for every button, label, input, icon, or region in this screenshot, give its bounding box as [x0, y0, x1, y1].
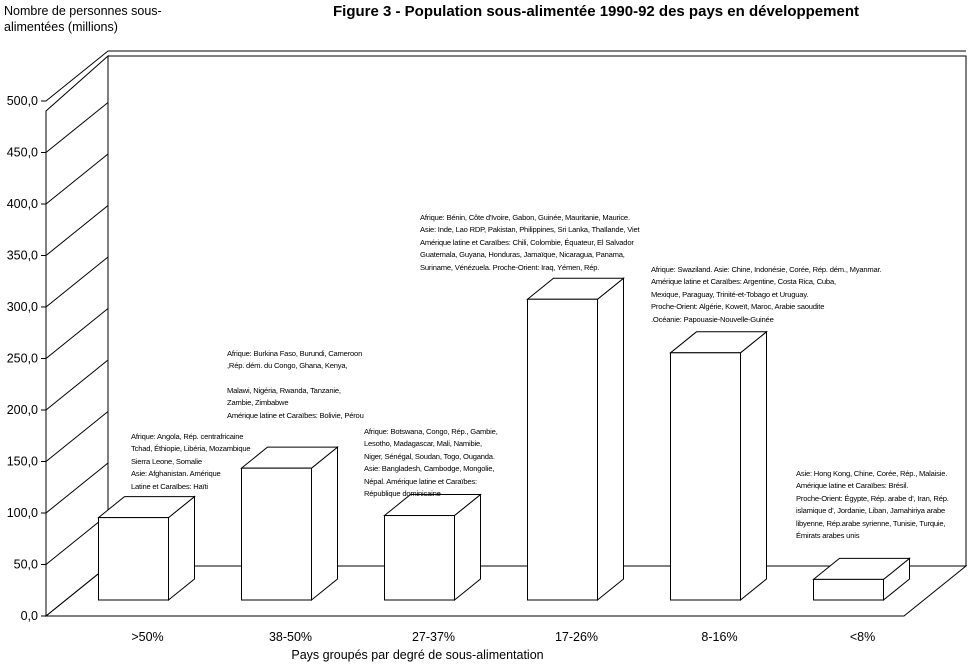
- gridline-diagonal: [46, 309, 108, 359]
- y-axis-label: Nombre de personnes sous-alimentées (millions): [4, 4, 162, 34]
- y-tick-label: 50,0: [13, 557, 38, 572]
- y-tick-label: 150,0: [6, 454, 38, 469]
- bar: [528, 278, 624, 600]
- gridline-diagonal: [46, 51, 108, 101]
- y-tick-label: 350,0: [6, 248, 38, 263]
- chart-title: Figure 3 - Population sous-alimentée 1990-92 des pays en développement: [333, 3, 859, 20]
- bar: [385, 495, 481, 600]
- gridline-diagonal: [46, 257, 108, 307]
- annotation-lt8: Asie: Hong Kong, Chine, Corée, Rép., Malaisie. Amérique latine et Caraïbes: Brésil. Proche-Orient: Égypte, Rép. arabe d', Iran, Rép. islamique d', Jordanie, Liban, Jamahiriya arabe libyenne, Rép.arabe syrienne, Tunisie, Turquie, Émirats arabes unis: [796, 469, 949, 541]
- bar-front: [242, 468, 312, 600]
- annotation-gt50: Afrique: Angola, Rép. centrafricaine Tchad, Éthiopie, Libéria, Mozambique Sierra Leone, Somalie Asie: Afghanistan. Amérique Latine et Caraïbes: Haïti: [131, 432, 251, 491]
- y-tick-label: 250,0: [6, 351, 38, 366]
- gridline-diagonal: [46, 463, 108, 513]
- bar-side: [312, 447, 338, 600]
- bar: [242, 447, 338, 600]
- x-tick-label: 8-16%: [701, 630, 738, 644]
- bar: [99, 497, 195, 600]
- bar-front: [385, 516, 455, 600]
- gridline-diagonal: [46, 206, 108, 256]
- bar-front: [814, 579, 884, 600]
- y-tick-label: 100,0: [6, 506, 38, 520]
- y-tick-label: 500,0: [6, 94, 38, 108]
- gridline-diagonal: [46, 154, 108, 204]
- y-tick-label: 200,0: [6, 403, 38, 417]
- gridline-diagonal: [46, 103, 108, 153]
- gridline-diagonal: [46, 360, 108, 410]
- bar-front: [671, 353, 741, 600]
- y-tick-label: 0,0: [20, 609, 38, 623]
- y-tick-label: 300,0: [6, 300, 38, 314]
- annotation-8-16: Afrique: Swaziland. Asie: Chine, Indonésie, Corée, Rép. dém., Myanmar. Amérique latine et Caraïbes: Argentine, Costa Rica, Cuba, Mexique, Paraguay, Trinité-et-Tobago et Uruguay. Proche-Orient: Algérie, Koweït, Maroc, Arabie saoudite .Océanie: Papouasie-Nouvelle-Guinée: [651, 265, 882, 324]
- x-tick-label: 38-50%: [268, 630, 313, 644]
- y-tick-label: 400,0: [6, 197, 38, 211]
- annotation-38-50: Afrique: Burkina Faso, Burundi, Cameroon ,Rép. dém. du Congo, Ghana, Kenya, Malawi, Nigéria, Rwanda, Tanzanie, Zambie, Zimbabwe Amérique latine et Caraïbes: Bolivie, Pérou: [227, 349, 364, 420]
- annotation-27-37: Afrique: Botswana, Congo, Rép., Gambie, Lesotho, Madagascar, Mali, Namibie, Niger, Sénégal, Soudan, Togo, Ouganda. Asie: Bangladesh, Cambodge, Mongolie, Népal. Amérique latine et Caraïbes: République dominicaine: [364, 427, 498, 499]
- bar-side: [741, 332, 767, 600]
- x-tick-label: >50%: [131, 630, 164, 644]
- bar-side: [598, 278, 624, 600]
- bar-front: [528, 299, 598, 600]
- y-tick-labels: [7, 94, 38, 623]
- bar: [671, 332, 767, 600]
- annotation-17-26: Afrique: Bénin, Côte d'Ivoire, Gabon, Guinée, Mauritanie, Maurice. Asie: Inde, Lao RDP, Pakistan, Philippines, Sri Lanka, Thaïlande, Viet Amérique latine et Caraïbes: Chili, Colombie, Équateur, El Salvador Guatemala, Guyana, Honduras, Jamaïque, Nicaragua, Panama, Suriname, Vénézuela. Proche-Orient: Iraq, Yémen, Rép.: [420, 213, 640, 272]
- y-tick-label: 450,0: [6, 145, 38, 160]
- x-tick-label: 17-26%: [554, 630, 599, 644]
- bar-front: [99, 518, 169, 600]
- x-tick-label: 27-37%: [411, 630, 456, 644]
- x-tick-labels: [131, 630, 875, 644]
- x-axis-label: Pays groupés par degré de sous-alimentation: [291, 648, 544, 662]
- gridline-diagonal: [46, 412, 108, 462]
- x-tick-label: <8%: [849, 630, 876, 644]
